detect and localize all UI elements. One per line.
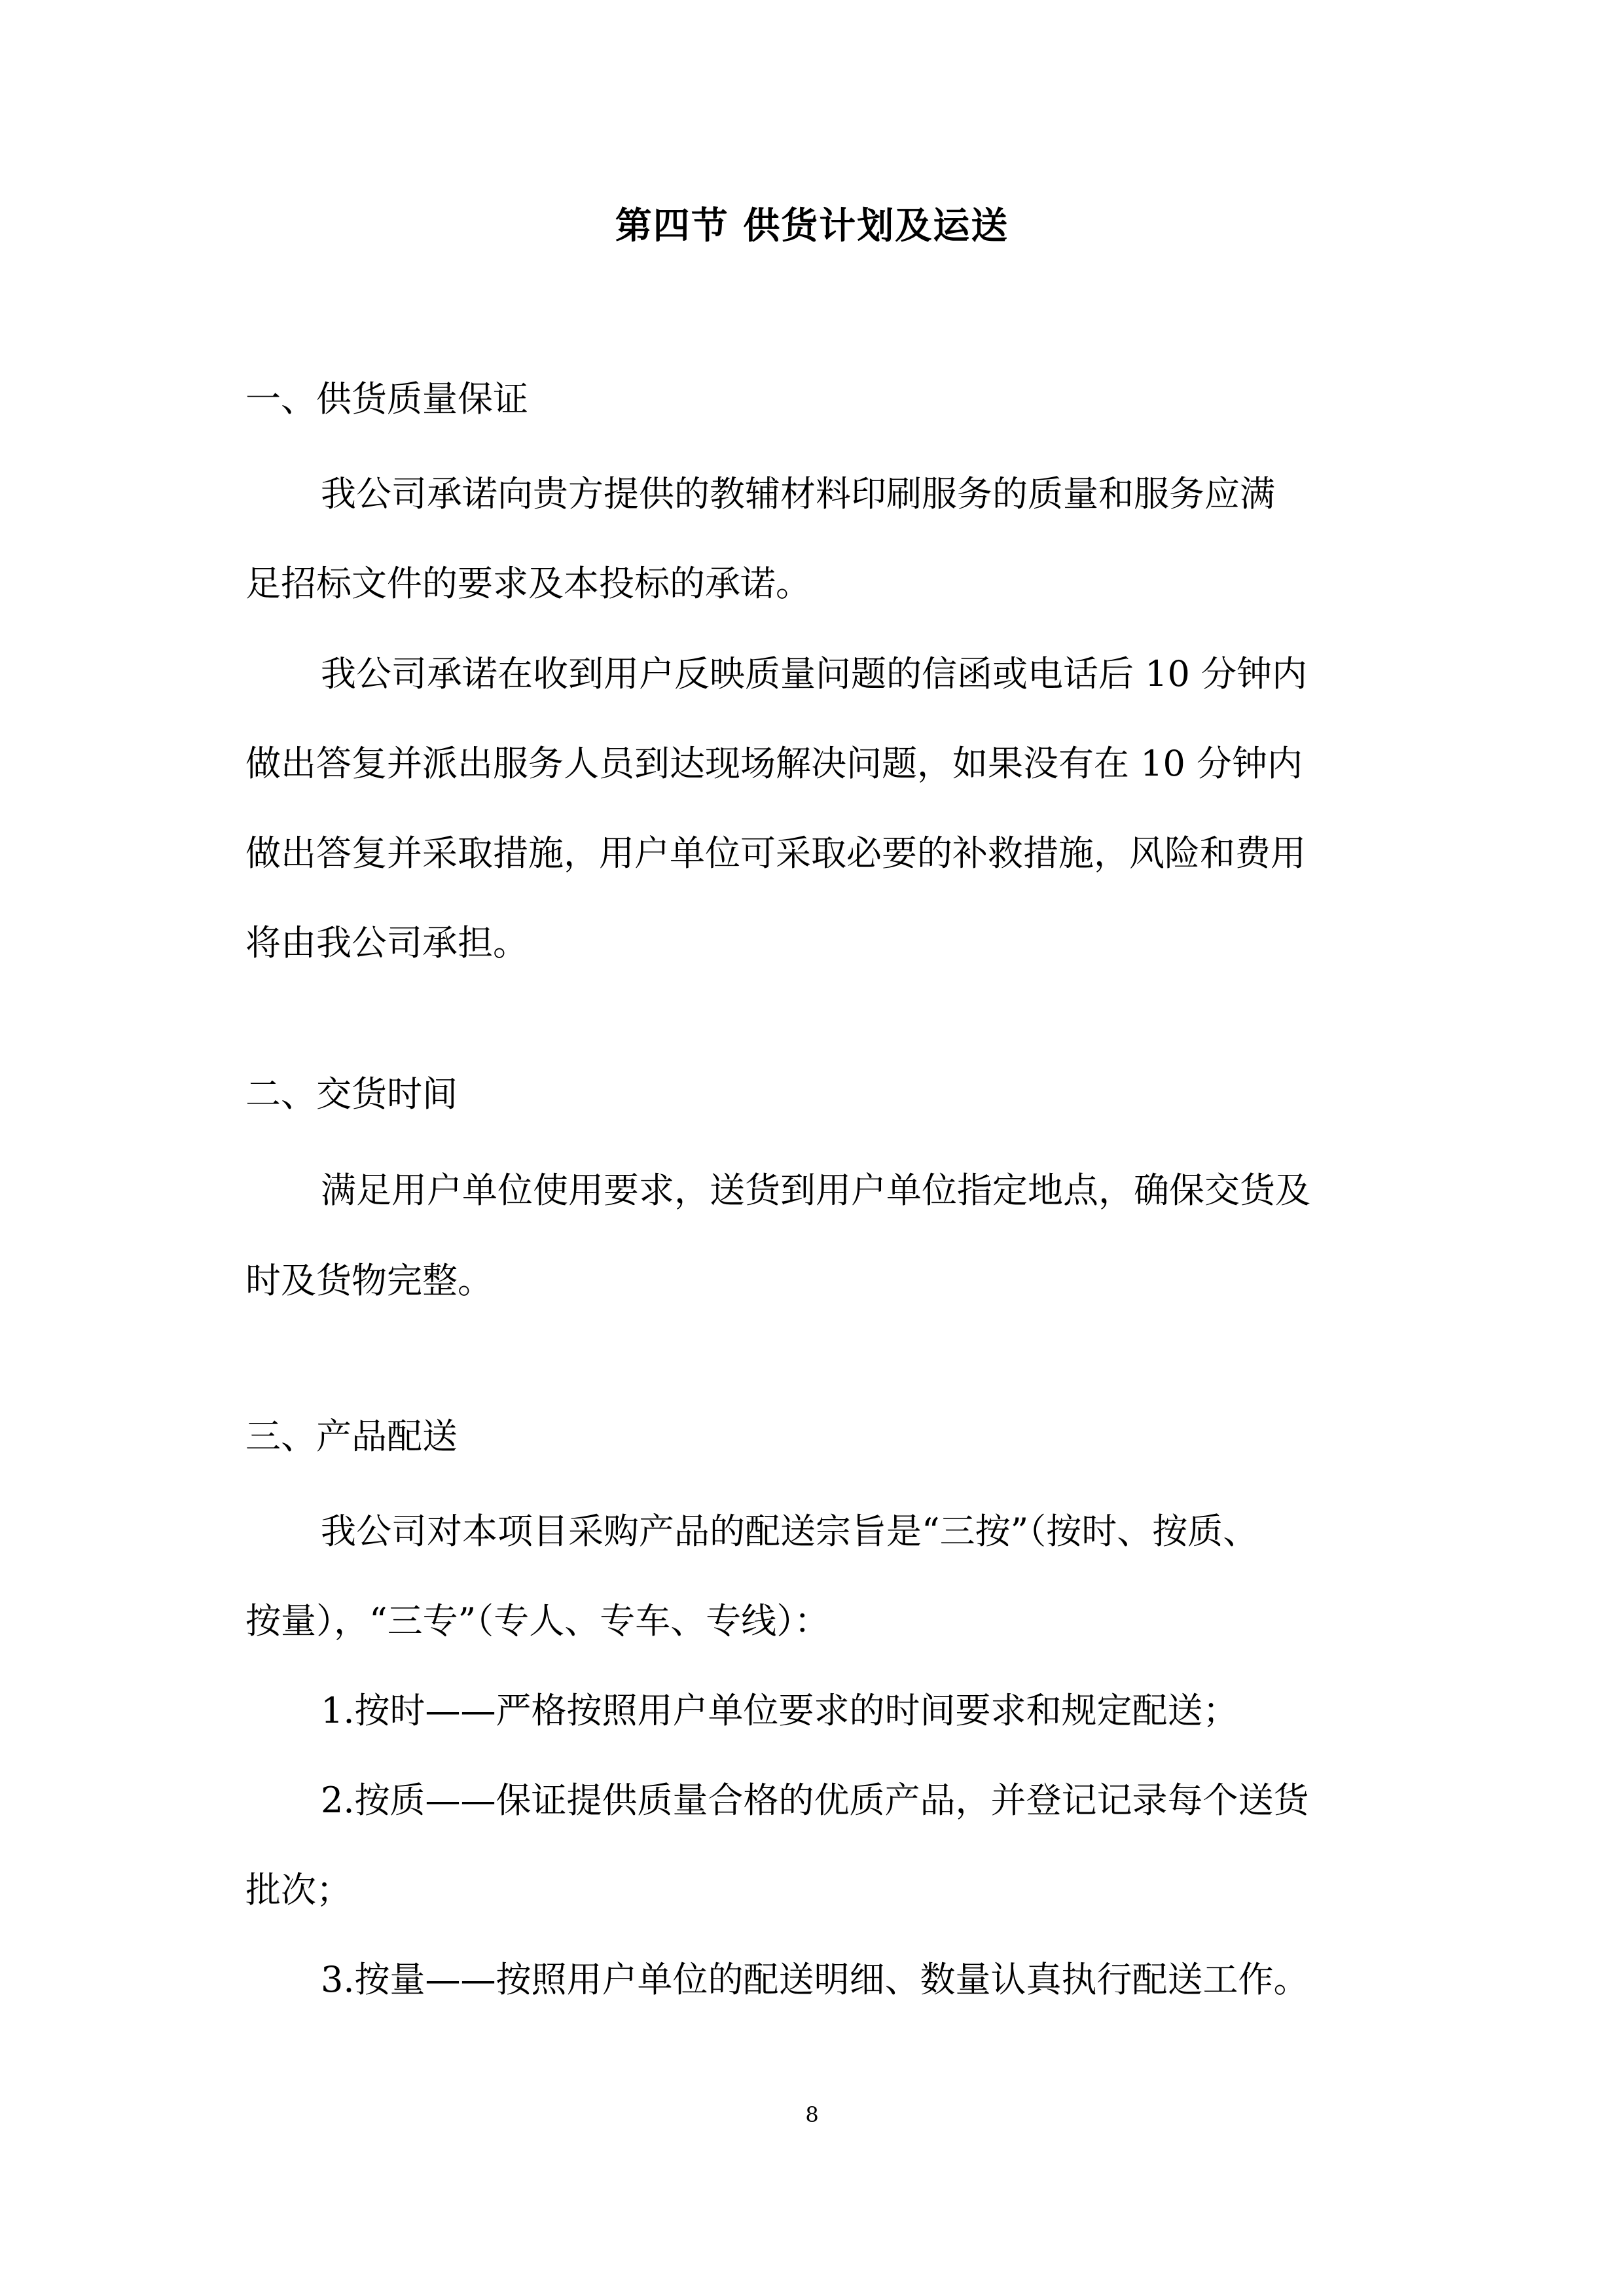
paragraph-line: 足招标文件的要求及本投标的承诺。 [245, 563, 811, 604]
page-number: 8 [805, 2102, 819, 2127]
paragraph-line: 做出答复并采取措施，用户单位可采取必要的补救措施，风险和费用 [245, 833, 1306, 874]
paragraph-line: 将由我公司承担。 [245, 922, 528, 963]
paragraph-line: 按量），“三专”（专人、专车、专线）： [245, 1600, 830, 1641]
section-heading-delivery-time: 二、交货时间 [245, 1073, 458, 1115]
section-title: 第四节 供货计划及运送 [615, 205, 1009, 247]
paragraph-line: 做出答复并派出服务人员到达现场解决问题，如果没有在 10 分钟内 [245, 743, 1303, 784]
list-item-continuation: 批次； [245, 1869, 352, 1910]
section-heading-supply-quality: 一、供货质量保证 [245, 378, 528, 420]
list-item: 1.按时——严格按照用户单位要求的时间要求和规定配送； [321, 1690, 1238, 1731]
list-item: 2.按质——保证提供质量合格的优质产品，并登记记录每个送货 [321, 1780, 1309, 1821]
paragraph-line: 满足用户单位使用要求，送货到用户单位指定地点，确保交货及 [321, 1170, 1310, 1211]
paragraph-line: 我公司对本项目采购产品的配送宗旨是“三按”（按时、按质、 [321, 1511, 1259, 1552]
list-item: 3.按量——按照用户单位的配送明细、数量认真执行配送工作。 [321, 1959, 1309, 2000]
paragraph-line: 我公司承诺向贵方提供的教辅材料印刷服务的质量和服务应满 [321, 473, 1275, 514]
section-heading-product-distribution: 三、产品配送 [245, 1416, 458, 1457]
paragraph-line: 我公司承诺在收到用户反映质量问题的信函或电话后 10 分钟内 [321, 653, 1308, 694]
paragraph-line: 时及货物完整。 [245, 1260, 493, 1301]
